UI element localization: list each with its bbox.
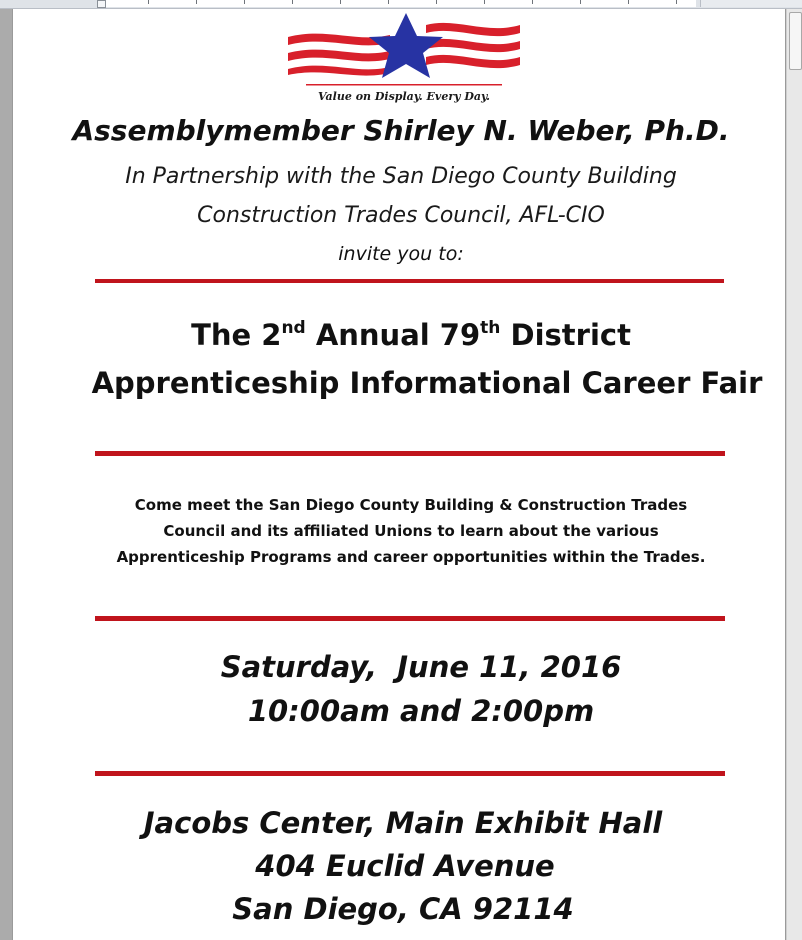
horizontal-ruler[interactable] bbox=[0, 0, 802, 9]
red-divider bbox=[95, 451, 725, 456]
partnership-line-1: In Partnership with the San Diego County Building bbox=[125, 164, 677, 189]
ruler-tick bbox=[292, 0, 293, 4]
ordinal-suffix: nd bbox=[281, 318, 306, 338]
scrollbar-thumb[interactable] bbox=[789, 12, 802, 70]
venue-city: San Diego, CA 92114 bbox=[232, 892, 574, 926]
ruler-tick bbox=[532, 0, 533, 4]
ruler-right-margin bbox=[700, 0, 802, 7]
event-title-line-1 bbox=[10, 318, 802, 352]
ruler-tick bbox=[436, 0, 437, 4]
ruler-tick bbox=[196, 0, 197, 4]
ruler-tick bbox=[148, 0, 149, 4]
ruler-tick bbox=[676, 0, 677, 4]
description-line-1: Come meet the San Diego County Building & Construction Trades bbox=[134, 496, 688, 514]
title-text: Annual 79 bbox=[305, 318, 481, 352]
description-line-2: Council and its affiliated Unions to learn about the various bbox=[163, 522, 659, 540]
ruler-tick bbox=[388, 0, 389, 4]
logo-tagline: Value on Display. Every Day. bbox=[318, 90, 490, 103]
ruler-tick bbox=[244, 0, 245, 4]
venue-name: Jacobs Center, Main Exhibit Hall bbox=[143, 806, 663, 840]
ruler-tick bbox=[628, 0, 629, 4]
venue-street: 404 Euclid Avenue bbox=[255, 849, 555, 883]
ruler-tick bbox=[340, 0, 341, 4]
title-text: The 2 bbox=[191, 318, 282, 352]
ruler-text-area bbox=[100, 0, 696, 7]
ruler-tick bbox=[580, 0, 581, 4]
event-time: 10:00am and 2:00pm bbox=[247, 694, 595, 728]
title-text: District bbox=[500, 318, 631, 352]
partnership-line-2: Construction Trades Council, AFL-CIO bbox=[197, 203, 605, 228]
vertical-scrollbar[interactable] bbox=[786, 9, 802, 940]
document-page[interactable] bbox=[12, 9, 786, 940]
event-title-line-2: Apprenticeship Informational Career Fair bbox=[91, 366, 763, 400]
ordinal-suffix: th bbox=[480, 318, 501, 338]
description-line-3: Apprenticeship Programs and career opportunities within the Trades. bbox=[116, 548, 706, 566]
ruler-tick bbox=[484, 0, 485, 4]
host-name: Assemblymember Shirley N. Weber, Ph.D. bbox=[72, 114, 730, 147]
red-divider bbox=[95, 279, 724, 283]
red-divider bbox=[95, 771, 725, 776]
invite-line: invite you to: bbox=[338, 243, 464, 265]
left-indent-marker[interactable] bbox=[97, 0, 106, 8]
american-flag-star-logo-icon bbox=[286, 13, 522, 89]
event-date: Saturday, June 11, 2016 bbox=[220, 650, 622, 684]
red-divider bbox=[95, 616, 725, 621]
